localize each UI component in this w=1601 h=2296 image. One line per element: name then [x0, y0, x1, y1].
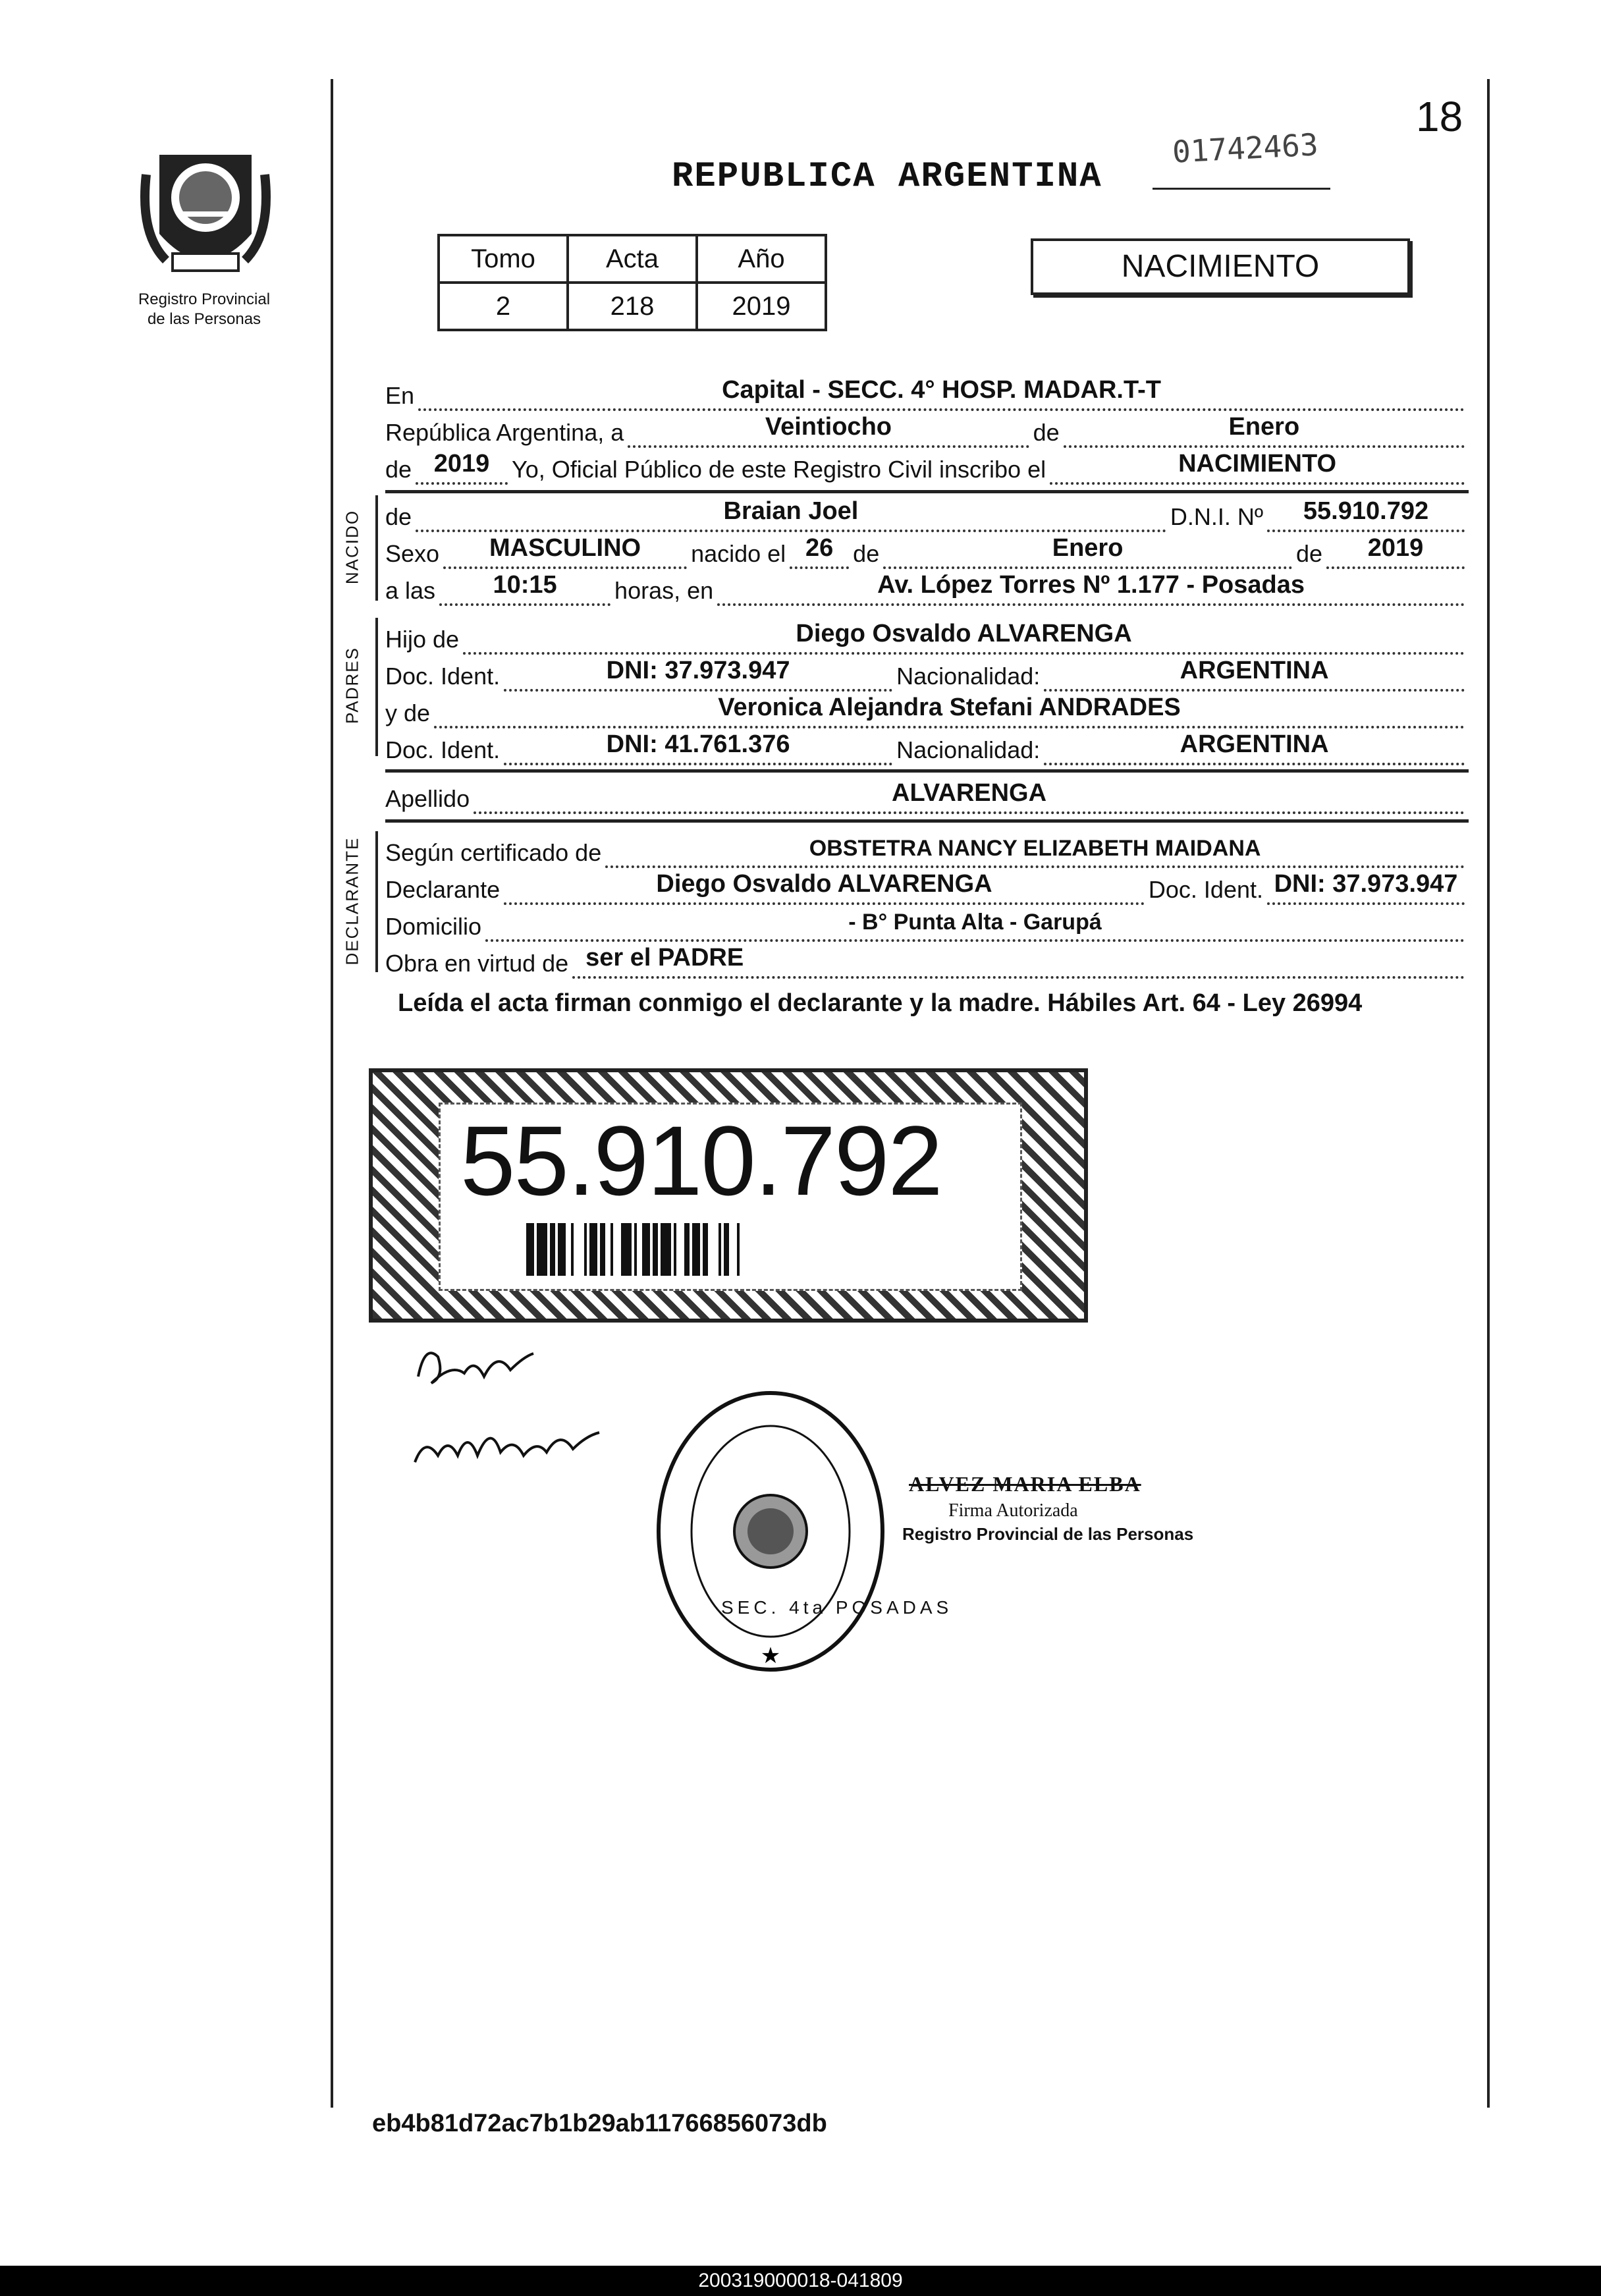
barcode-bar [708, 1223, 719, 1276]
barcode-bar [724, 1223, 729, 1276]
footer-code: 200319000018-041809 [698, 2270, 903, 2291]
serial-number: 01742463 [1171, 126, 1319, 170]
nacido-bracket [375, 495, 378, 601]
row-time-place: a las 10:15 horas, en Av. López Torres Nº 1.177 - Posadas [385, 569, 1469, 606]
registry-table [437, 234, 827, 331]
dni-sticker [369, 1068, 1088, 1323]
barcode-bar [642, 1223, 650, 1276]
birth-day: 26 [805, 534, 834, 562]
row-date: República Argentina, a Veintiocho de Enero [385, 411, 1469, 448]
row-father-doc: Doc. Ident. DNI: 37.973.947 Nacionalidad: ARGENTINA [385, 655, 1469, 692]
page-number: 18 [1416, 93, 1463, 140]
month-value: Enero [1228, 413, 1300, 441]
acta-header: Acta [568, 235, 697, 283]
barcode-bar [613, 1223, 621, 1276]
barcode-bar [661, 1223, 671, 1276]
declarante-bracket [375, 831, 378, 972]
capacity-value: ser el PADRE [585, 944, 744, 971]
address-value: - B° Punta Alta - Garupá [848, 910, 1102, 935]
father-doc: DNI: 37.973.947 [606, 657, 790, 684]
barcode-bar [653, 1223, 658, 1276]
row-mother: y de Veronica Alejandra Stefani ANDRADES [385, 692, 1469, 728]
place-value: Capital - SECC. 4° HOSP. MADAR.T-T [722, 376, 1161, 404]
barcode-bar [574, 1223, 584, 1276]
record-kind: NACIMIENTO [1178, 450, 1337, 478]
barcode-bar [621, 1223, 632, 1276]
declarant-doc: DNI: 37.973.947 [1274, 870, 1458, 898]
child-name: Braian Joel [723, 497, 859, 525]
barcode-bar [740, 1223, 745, 1276]
anio-value: 2019 [697, 283, 826, 330]
barcode-bar [566, 1223, 571, 1276]
barcode-bar [605, 1223, 611, 1276]
official-stamp [649, 1383, 892, 1680]
authorized-signatory [896, 1472, 1238, 1544]
barcode-bar [729, 1223, 737, 1276]
birth-month: Enero [1052, 534, 1124, 562]
row-capacity: Obra en virtud de ser el PADRE [385, 942, 1469, 979]
divider-3 [385, 819, 1469, 823]
row-name: de Braian Joel D.N.I. Nº 55.910.792 [385, 495, 1469, 532]
sticker-label-area [439, 1103, 1022, 1291]
row-place: En Capital - SECC. 4° HOSP. MADAR.T-T [385, 374, 1469, 411]
row-certificate: Según certificado de OBSTETRA NANCY ELIZABETH MAIDANA [385, 831, 1469, 868]
row-sex-birth: Sexo MASCULINO nacido el 26 de Enero de 2019 [385, 532, 1469, 569]
document-hash: eb4b81d72ac7b1b29ab11766856073db [372, 2110, 827, 2137]
birth-time: 10:15 [493, 571, 557, 599]
row-mother-doc: Doc. Ident. DNI: 41.761.376 Nacionalidad: ARGENTINA [385, 728, 1469, 765]
row-address: Domicilio - B° Punta Alta - Garupá [385, 905, 1469, 942]
row-father: Hijo de Diego Osvaldo ALVARENGA [385, 618, 1469, 655]
country-title: REPUBLICA ARGENTINA [672, 157, 1102, 197]
divider-2 [385, 769, 1469, 773]
signature-father [412, 1337, 543, 1396]
anio-header: Año [697, 235, 826, 283]
row-declarant: Declarante Diego Osvaldo ALVARENGA Doc. Ident. DNI: 37.973.947 [385, 868, 1469, 905]
barcode-bar [600, 1223, 605, 1276]
declarant-name: Diego Osvaldo ALVARENGA [656, 870, 992, 898]
serial-underline [1153, 188, 1330, 190]
barcode-bar [550, 1223, 555, 1276]
sticker-dni-number: 55.910.792 [460, 1105, 942, 1216]
signature-mother [412, 1416, 603, 1475]
mother-nationality: ARGENTINA [1180, 730, 1329, 758]
official-org: Registro Provincial de las Personas [902, 1524, 1194, 1544]
row-year: de 2019 Yo, Oficial Público de este Registro Civil inscribo el NACIMIENTO [385, 448, 1469, 485]
row-surname: Apellido ALVARENGA [385, 777, 1469, 814]
barcode-bar [558, 1223, 566, 1276]
barcode-bar [537, 1223, 547, 1276]
sex-value: MASCULINO [489, 534, 641, 562]
tomo-header: Tomo [439, 235, 568, 283]
official-role: Firma Autorizada [948, 1500, 1078, 1521]
right-margin-line [1487, 79, 1490, 2108]
father-name: Diego Osvaldo ALVARENGA [796, 620, 1132, 647]
stamp-inner-text: SEC. 4ta POSADAS [721, 1597, 953, 1618]
provincial-seal-logo [140, 135, 271, 287]
tomo-value: 2 [439, 283, 568, 330]
surname-value: ALVARENGA [892, 779, 1047, 807]
barcode-bar [589, 1223, 597, 1276]
left-margin-line [331, 79, 333, 2108]
nacido-label: NACIDO [342, 509, 362, 585]
barcode-bar [676, 1223, 684, 1276]
child-dni: 55.910.792 [1303, 497, 1429, 525]
footer-bar [0, 2266, 1601, 2296]
closing-text: Leída el acta firman conmigo el declarante y la madre. Hábiles Art. 64 - Ley 26994 [398, 989, 1363, 1017]
barcode-bar [526, 1223, 534, 1276]
birth-year: 2019 [1367, 534, 1424, 562]
year-value: 2019 [433, 450, 490, 478]
padres-bracket [375, 618, 378, 756]
official-name: ALVEZ MARIA ELBA [909, 1472, 1141, 1496]
record-type: NACIMIENTO [1121, 249, 1320, 284]
barcode-bar [637, 1223, 642, 1276]
sticker-barcode [526, 1223, 948, 1276]
record-type-box [1031, 238, 1410, 295]
barcode-bar [703, 1223, 708, 1276]
acta-value: 218 [568, 283, 697, 330]
certificate-value: OBSTETRA NANCY ELIZABETH MAIDANA [809, 836, 1261, 861]
day-words: Veintiocho [765, 413, 892, 441]
barcode-bar [684, 1223, 690, 1276]
mother-name: Veronica Alejandra Stefani ANDRADES [718, 694, 1181, 721]
logo-caption: Registro Provincial de las Personas [138, 290, 271, 328]
padres-label: PADRES [342, 647, 362, 724]
declarante-label: DECLARANTE [342, 836, 362, 966]
birth-place: Av. López Torres Nº 1.177 - Posadas [877, 571, 1305, 599]
barcode-bar [692, 1223, 700, 1276]
father-nationality: ARGENTINA [1180, 657, 1329, 684]
mother-doc: DNI: 41.761.376 [606, 730, 790, 758]
svg-text:★: ★ [760, 1643, 781, 1669]
